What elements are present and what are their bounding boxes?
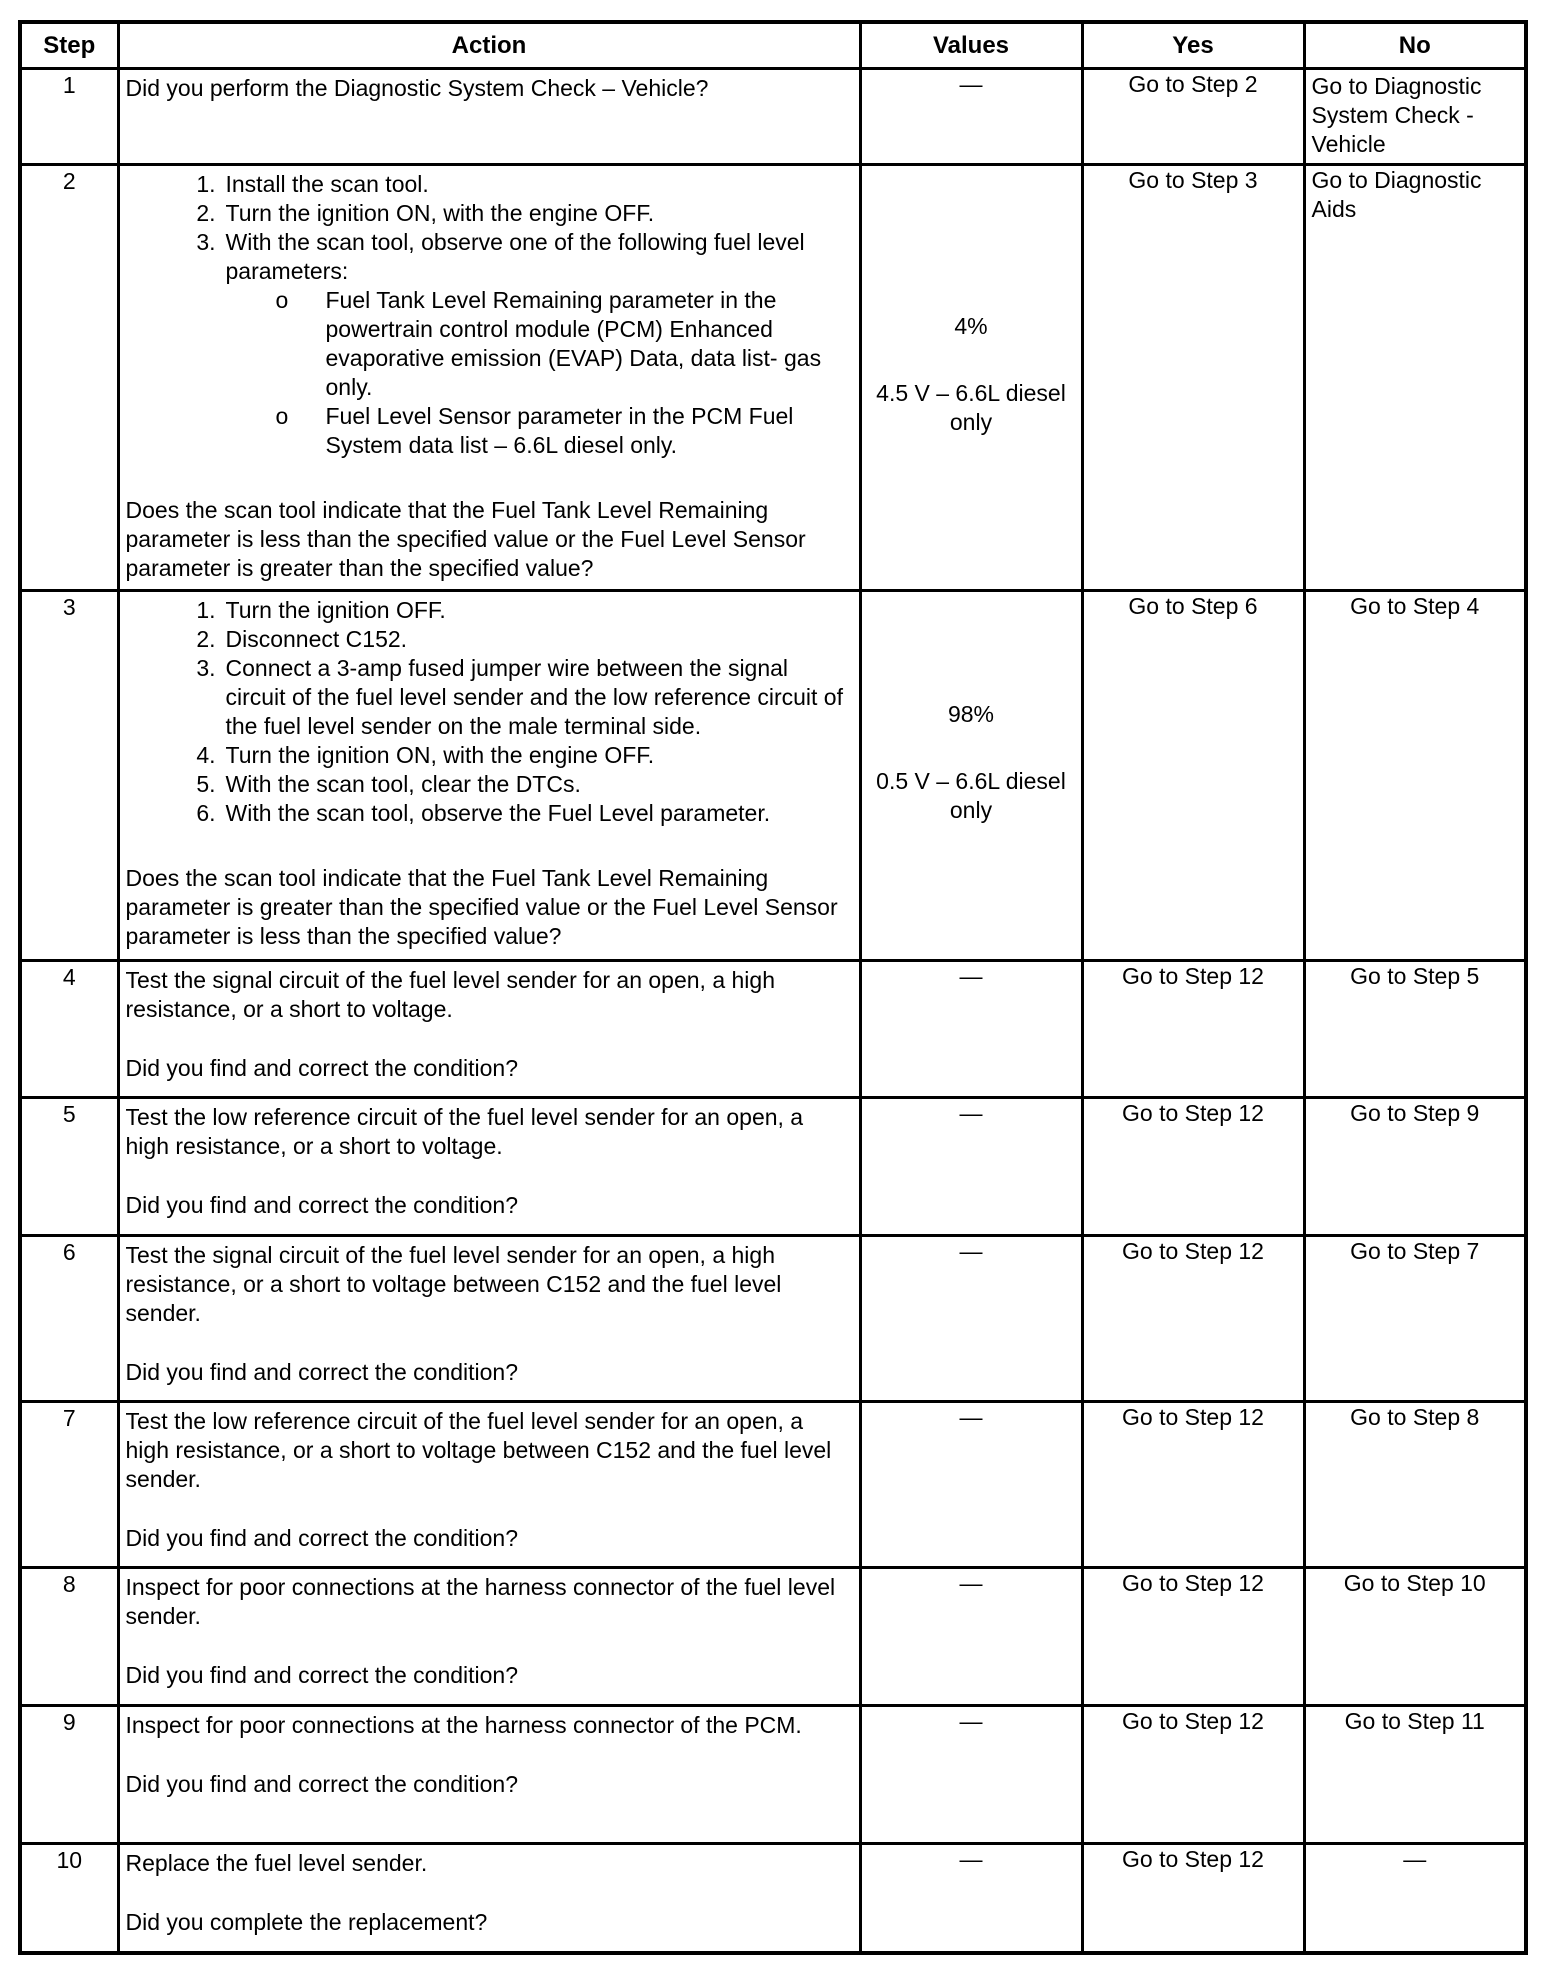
- no-value: —: [1304, 1843, 1526, 1953]
- yes-link[interactable]: Go to Step 12: [1082, 1705, 1304, 1843]
- no-link[interactable]: Go to Step 8: [1304, 1401, 1526, 1567]
- header-no: No: [1304, 22, 1526, 68]
- action-cell: [118, 590, 860, 960]
- value-text: —: [860, 1097, 1082, 1235]
- item-number: 3.: [196, 654, 216, 681]
- value-text: —: [860, 1567, 1082, 1705]
- table-row: [20, 590, 1526, 960]
- question-text: Does the scan tool indicate that the Fuel Tank Level Remaining parameter is greater than the specified value or the Fuel Level Sensor parameter is less than the specified value?: [125, 864, 838, 949]
- step-number: 2: [20, 164, 118, 590]
- action-cell: [118, 1567, 860, 1705]
- values-cell: [860, 590, 1082, 960]
- yes-link[interactable]: Go to Step 12: [1082, 1567, 1304, 1705]
- no-link[interactable]: Go to Step 9: [1304, 1097, 1526, 1235]
- no-link[interactable]: Go to Step 4: [1304, 590, 1526, 960]
- bullet-icon: o: [275, 402, 289, 429]
- yes-link[interactable]: Go to Step 12: [1082, 1235, 1304, 1401]
- value-text: —: [860, 1843, 1082, 1953]
- item-number: 4.: [196, 741, 216, 768]
- no-link[interactable]: [1304, 68, 1526, 164]
- diagnostic-table: [18, 20, 1528, 1955]
- procedure-item: [196, 770, 853, 799]
- step-number: 8: [20, 1567, 118, 1705]
- header-action: Action: [118, 22, 860, 68]
- action-text: Inspect for poor connections at the harness connector of the fuel level sender.: [125, 1573, 836, 1629]
- step-number: 9: [20, 1705, 118, 1843]
- item-number: 5.: [196, 770, 216, 797]
- question-text: Does the scan tool indicate that the Fuel Tank Level Remaining parameter is less than the specified value or the Fuel Level Sensor parameter is greater than the specified value?: [125, 496, 806, 581]
- table-row: [20, 164, 1526, 590]
- action-cell: [118, 1235, 860, 1401]
- table-row: [20, 1235, 1526, 1401]
- value-text: —: [860, 68, 1082, 164]
- question-text: Did you find and correct the condition?: [125, 1524, 519, 1551]
- action-text: Replace the fuel level sender.: [125, 1849, 428, 1876]
- yes-link[interactable]: Go to Step 12: [1082, 1401, 1304, 1567]
- question-text: Did you find and correct the condition?: [125, 1661, 519, 1688]
- step-number: 5: [20, 1097, 118, 1235]
- item-number: 1.: [196, 170, 216, 197]
- item-number: 2.: [196, 199, 216, 226]
- header-step: Step: [20, 22, 118, 68]
- step-number: 3: [20, 590, 118, 960]
- action-cell: [118, 1401, 860, 1567]
- table-row: [20, 1843, 1526, 1953]
- parameter-item: [275, 402, 853, 460]
- value-text: 4.5 V – 6.6L diesel only: [876, 379, 1066, 435]
- step-number: 7: [20, 1401, 118, 1567]
- item-number: 1.: [196, 596, 216, 623]
- question-text: Did you complete the replacement?: [125, 1908, 488, 1935]
- no-link-line: Go to Diagnostic: [1311, 72, 1482, 99]
- step-number: 6: [20, 1235, 118, 1401]
- item-text: With the scan tool, clear the DTCs.: [225, 770, 581, 797]
- header-values: Values: [860, 22, 1082, 68]
- table-header-row: [20, 22, 1526, 68]
- no-link[interactable]: Go to Step 5: [1304, 960, 1526, 1097]
- no-link[interactable]: Go to Step 10: [1304, 1567, 1526, 1705]
- item-number: 3.: [196, 228, 216, 255]
- item-text: Connect a 3-amp fused jumper wire between the signal circuit of the fuel level sender and the low reference circuit of the fuel level sender on the male terminal side.: [225, 654, 843, 739]
- action-cell: [118, 164, 860, 590]
- action-text: Inspect for poor connections at the harness connector of the PCM.: [125, 1711, 802, 1738]
- question-text: Did you find and correct the condition?: [125, 1770, 519, 1797]
- value-text: 4%: [954, 312, 988, 339]
- no-link[interactable]: Go to Diagnostic Aids: [1304, 164, 1526, 590]
- procedure-list: [126, 170, 853, 460]
- value-text: 98%: [947, 700, 995, 727]
- procedure-item: [196, 596, 853, 625]
- yes-link[interactable]: Go to Step 3: [1082, 164, 1304, 590]
- no-link-line: Vehicle: [1311, 130, 1386, 157]
- action-text: Did you perform the Diagnostic System Check – Vehicle?: [118, 68, 860, 164]
- question-text: Did you find and correct the condition?: [125, 1054, 519, 1081]
- procedure-list: [126, 596, 853, 828]
- procedure-item: [196, 741, 853, 770]
- action-text: Test the low reference circuit of the fuel level sender for an open, a high resistance, or a short to voltage between C152 and the fuel level sender.: [125, 1407, 832, 1492]
- yes-link[interactable]: Go to Step 12: [1082, 960, 1304, 1097]
- value-text: 0.5 V – 6.6L diesel only: [876, 767, 1066, 823]
- values-cell: [860, 164, 1082, 590]
- value-text: —: [860, 1705, 1082, 1843]
- yes-link[interactable]: Go to Step 12: [1082, 1097, 1304, 1235]
- item-text: With the scan tool, observe the Fuel Level parameter.: [225, 799, 771, 826]
- item-text: Install the scan tool.: [225, 170, 429, 197]
- table-row: [20, 68, 1526, 164]
- item-text: Turn the ignition ON, with the engine OFF.: [225, 199, 655, 226]
- question-text: Did you find and correct the condition?: [125, 1358, 519, 1385]
- step-number: 1: [20, 68, 118, 164]
- item-number: 6.: [196, 799, 216, 826]
- procedure-item: [196, 654, 853, 741]
- value-text: —: [860, 1235, 1082, 1401]
- parameter-item: [275, 286, 853, 402]
- procedure-item: [196, 199, 853, 228]
- item-text: Turn the ignition ON, with the engine OFF.: [225, 741, 655, 768]
- item-number: 2.: [196, 625, 216, 652]
- procedure-item: [196, 799, 853, 828]
- table-row: [20, 960, 1526, 1097]
- item-text: With the scan tool, observe one of the following fuel level parameters:: [225, 228, 805, 284]
- no-link-line: System Check -: [1311, 101, 1474, 128]
- action-text: Test the low reference circuit of the fuel level sender for an open, a high resistance, or a short to voltage.: [125, 1103, 804, 1159]
- value-text: —: [860, 960, 1082, 1097]
- action-cell: [118, 1843, 860, 1953]
- item-text: Disconnect C152.: [225, 625, 408, 652]
- procedure-item: [196, 228, 853, 460]
- yes-link[interactable]: Go to Step 12: [1082, 1843, 1304, 1953]
- procedure-item: [196, 625, 853, 654]
- table-row: [20, 1401, 1526, 1567]
- action-cell: [118, 1705, 860, 1843]
- value-text: —: [860, 1401, 1082, 1567]
- item-text: Fuel Tank Level Remaining parameter in the powertrain control module (PCM) Enhanced evaporative emission (EVAP) Data, data list- gas only.: [325, 286, 822, 400]
- yes-link[interactable]: Go to Step 6: [1082, 590, 1304, 960]
- parameter-list: [226, 286, 853, 460]
- step-number: 4: [20, 960, 118, 1097]
- item-text: Turn the ignition OFF.: [225, 596, 446, 623]
- action-cell: [118, 960, 860, 1097]
- no-link[interactable]: Go to Step 7: [1304, 1235, 1526, 1401]
- action-text: Test the signal circuit of the fuel level sender for an open, a high resistance, or a short to voltage between C152 and the fuel level sender.: [125, 1241, 782, 1326]
- bullet-icon: o: [275, 286, 289, 313]
- yes-link[interactable]: Go to Step 2: [1082, 68, 1304, 164]
- question-text: Did you find and correct the condition?: [125, 1191, 519, 1218]
- action-cell: [118, 1097, 860, 1235]
- table-row: [20, 1567, 1526, 1705]
- step-number: 10: [20, 1843, 118, 1953]
- table-row: [20, 1705, 1526, 1843]
- item-text: Fuel Level Sensor parameter in the PCM Fuel System data list – 6.6L diesel only.: [325, 402, 794, 458]
- header-yes: Yes: [1082, 22, 1304, 68]
- procedure-item: [196, 170, 853, 199]
- action-text: Test the signal circuit of the fuel level sender for an open, a high resistance, or a short to voltage.: [125, 966, 776, 1022]
- no-link[interactable]: Go to Step 11: [1304, 1705, 1526, 1843]
- table-row: [20, 1097, 1526, 1235]
- diagnostic-page: [18, 20, 1524, 1955]
